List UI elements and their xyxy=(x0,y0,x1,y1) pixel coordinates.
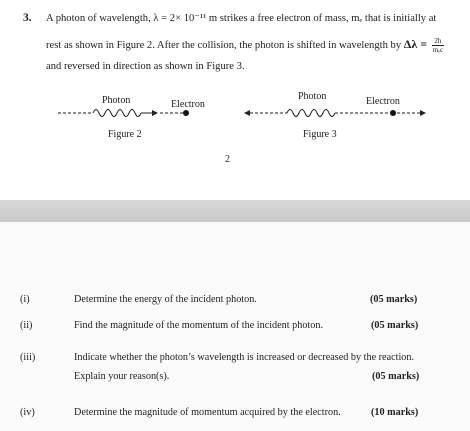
page-bottom xyxy=(0,222,470,431)
part-text: Indicate whether the photon’s wavelength is increased or decreased by the reaction. xyxy=(74,352,415,363)
part-number: (iii) xyxy=(20,352,36,363)
part-marks: (05 marks) xyxy=(372,371,420,382)
photon-wave-icon xyxy=(93,110,141,117)
part-marks: (10 marks) xyxy=(371,407,419,418)
wavelength-shift-fraction xyxy=(432,37,444,54)
part-text: Determine the energy of the incident photon. xyxy=(74,294,257,305)
fig2-caption: Figure 2 xyxy=(108,129,142,140)
arrow-right-icon xyxy=(420,110,426,116)
electron-dot-icon xyxy=(183,110,189,116)
figure-2 xyxy=(58,95,205,140)
part-number: (iv) xyxy=(20,407,35,418)
delta-lambda-symbol: Δλ = xyxy=(403,37,428,51)
fig3-electron-label: Electron xyxy=(366,96,400,107)
arrow-left-icon xyxy=(244,110,250,116)
photon-wave-icon xyxy=(287,110,335,117)
arrow-right-icon xyxy=(152,110,158,116)
part-text: Find the magnitude of the momentum of the incident photon. xyxy=(74,320,323,331)
page-break xyxy=(0,200,470,222)
question-number: 3. xyxy=(23,12,32,24)
part-marks: (05 marks) xyxy=(371,320,419,331)
fig3-photon-label: Photon xyxy=(298,91,327,102)
question-line-3: and reversed in direction as shown in Figure 3. xyxy=(46,61,245,72)
part-number: (i) xyxy=(20,294,30,305)
fraction-numerator: 2h xyxy=(432,37,444,46)
part-marks: (05 marks) xyxy=(370,294,418,305)
question-line-2-text: rest as shown in Figure 2. After the collision, the photon is shifted in wavelength by xyxy=(46,40,402,51)
question-line-2 xyxy=(46,37,444,54)
part-text: Explain your reason(s). xyxy=(74,371,170,382)
page-top xyxy=(0,0,470,200)
collision-figures xyxy=(0,80,470,152)
page-number: 2 xyxy=(225,154,230,165)
fraction-denominator: mₑc xyxy=(432,46,444,55)
fig2-photon-label: Photon xyxy=(102,95,131,106)
part-number: (ii) xyxy=(20,320,33,331)
fig3-caption: Figure 3 xyxy=(303,129,337,140)
fig2-electron-label: Electron xyxy=(171,99,205,110)
part-text: Determine the magnitude of momentum acquired by the electron. xyxy=(74,407,341,418)
electron-dot-icon xyxy=(390,110,396,116)
figure-3 xyxy=(244,91,426,140)
question-line-1: A photon of wavelength, λ = 2× 10⁻¹¹ m strikes a free electron of mass, mₑ that is initially at xyxy=(46,13,437,24)
